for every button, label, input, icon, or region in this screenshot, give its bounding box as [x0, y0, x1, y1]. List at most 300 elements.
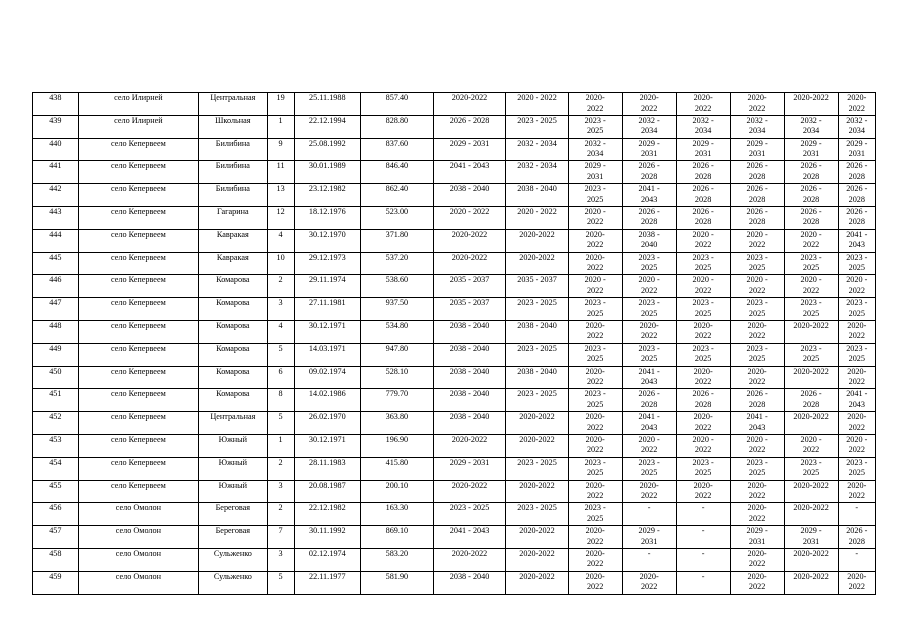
- component-1-cell: 2020 - 2022: [568, 275, 622, 298]
- street-cell: Комарова: [199, 389, 268, 412]
- year-built-cell: 30.12.1970: [294, 229, 360, 252]
- period-2-cell: 2023 - 2025: [506, 389, 568, 412]
- period-1-cell: 2038 - 2040: [433, 366, 506, 389]
- component-1-cell: 2020- 2022: [568, 366, 622, 389]
- house-cell: 2: [267, 457, 294, 480]
- row-number: 454: [33, 457, 79, 480]
- table-row: [33, 480, 876, 503]
- component-2-cell: 2023 - 2025: [622, 343, 676, 366]
- component-5-cell: 2020 - 2022: [784, 275, 838, 298]
- component-5-cell: 2023 - 2025: [784, 457, 838, 480]
- component-5-cell: 2026 - 2028: [784, 206, 838, 229]
- street-cell: Южный: [199, 457, 268, 480]
- house-cell: 12: [267, 206, 294, 229]
- table-row: [33, 366, 876, 389]
- component-2-cell: 2026 - 2028: [622, 389, 676, 412]
- component-2-cell: 2020- 2022: [622, 571, 676, 594]
- component-2-cell: 2026 - 2028: [622, 206, 676, 229]
- period-1-cell: 2020-2022: [433, 229, 506, 252]
- street-cell: Билибина: [199, 184, 268, 207]
- period-2-cell: 2023 - 2025: [506, 503, 568, 526]
- settlement-cell: село Кепервеем: [78, 161, 198, 184]
- period-2-cell: 2020-2022: [506, 548, 568, 571]
- component-2-cell: -: [622, 503, 676, 526]
- period-2-cell: 2023 - 2025: [506, 298, 568, 321]
- house-cell: 5: [267, 343, 294, 366]
- component-1-cell: 2020- 2022: [568, 480, 622, 503]
- house-cell: 13: [267, 184, 294, 207]
- period-2-cell: 2023 - 2025: [506, 115, 568, 138]
- period-2-cell: 2032 - 2034: [506, 161, 568, 184]
- area-cell: 523.00: [361, 206, 434, 229]
- house-cell: 3: [267, 548, 294, 571]
- component-5-cell: 2023 - 2025: [784, 343, 838, 366]
- component-6-cell: 2026 - 2028: [838, 206, 875, 229]
- component-5-cell: 2026 - 2028: [784, 389, 838, 412]
- street-cell: Кавракая: [199, 229, 268, 252]
- component-4-cell: 2020- 2022: [730, 571, 784, 594]
- component-6-cell: 2023 - 2025: [838, 252, 875, 275]
- component-1-cell: 2020- 2022: [568, 229, 622, 252]
- component-4-cell: 2020- 2022: [730, 480, 784, 503]
- year-built-cell: 02.12.1974: [294, 548, 360, 571]
- component-5-cell: 2029 - 2031: [784, 526, 838, 549]
- component-5-cell: 2023 - 2025: [784, 252, 838, 275]
- settlement-cell: село Кепервеем: [78, 206, 198, 229]
- period-1-cell: 2038 - 2040: [433, 343, 506, 366]
- year-built-cell: 30.12.1971: [294, 434, 360, 457]
- component-1-cell: 2023 - 2025: [568, 457, 622, 480]
- row-number: 439: [33, 115, 79, 138]
- component-4-cell: 2020- 2022: [730, 320, 784, 343]
- house-cell: 8: [267, 389, 294, 412]
- component-5-cell: 2023 - 2025: [784, 298, 838, 321]
- table-row: [33, 548, 876, 571]
- component-5-cell: 2032 - 2034: [784, 115, 838, 138]
- component-5-cell: 2020-2022: [784, 503, 838, 526]
- component-2-cell: 2029 - 2031: [622, 526, 676, 549]
- component-6-cell: 2023 - 2025: [838, 457, 875, 480]
- year-built-cell: 14.02.1986: [294, 389, 360, 412]
- period-1-cell: 2026 - 2028: [433, 115, 506, 138]
- component-1-cell: 2023 - 2025: [568, 184, 622, 207]
- area-cell: 862.40: [361, 184, 434, 207]
- house-cell: 5: [267, 571, 294, 594]
- component-2-cell: 2026 - 2028: [622, 161, 676, 184]
- component-3-cell: 2026 - 2028: [676, 389, 730, 412]
- component-5-cell: 2020 - 2022: [784, 434, 838, 457]
- table-row: [33, 298, 876, 321]
- component-3-cell: -: [676, 526, 730, 549]
- component-4-cell: 2020- 2022: [730, 93, 784, 116]
- area-cell: 937.50: [361, 298, 434, 321]
- component-2-cell: 2032 - 2034: [622, 115, 676, 138]
- component-2-cell: 2041 - 2043: [622, 184, 676, 207]
- period-1-cell: 2035 - 2037: [433, 275, 506, 298]
- component-6-cell: 2020- 2022: [838, 366, 875, 389]
- area-cell: 583.20: [361, 548, 434, 571]
- settlement-cell: село Кепервеем: [78, 480, 198, 503]
- period-2-cell: 2020-2022: [506, 252, 568, 275]
- component-6-cell: 2029 - 2031: [838, 138, 875, 161]
- table-row: [33, 93, 876, 116]
- table-row: [33, 343, 876, 366]
- row-number: 442: [33, 184, 79, 207]
- house-cell: 4: [267, 229, 294, 252]
- house-cell: 3: [267, 298, 294, 321]
- component-3-cell: 2020- 2022: [676, 480, 730, 503]
- year-built-cell: 25.11.1988: [294, 93, 360, 116]
- component-6-cell: 2020- 2022: [838, 320, 875, 343]
- row-number: 443: [33, 206, 79, 229]
- year-built-cell: 26.02.1970: [294, 412, 360, 435]
- row-number: 456: [33, 503, 79, 526]
- component-1-cell: 2023 - 2025: [568, 389, 622, 412]
- settlement-cell: село Кепервеем: [78, 252, 198, 275]
- row-number: 452: [33, 412, 79, 435]
- area-cell: 947.80: [361, 343, 434, 366]
- component-3-cell: -: [676, 548, 730, 571]
- component-4-cell: 2023 - 2025: [730, 252, 784, 275]
- component-2-cell: 2038 - 2040: [622, 229, 676, 252]
- period-1-cell: 2035 - 2037: [433, 298, 506, 321]
- component-1-cell: 2029 - 2031: [568, 161, 622, 184]
- component-4-cell: 2032 - 2034: [730, 115, 784, 138]
- street-cell: Гагарина: [199, 206, 268, 229]
- year-built-cell: 23.12.1982: [294, 184, 360, 207]
- component-6-cell: 2026 - 2028: [838, 526, 875, 549]
- component-5-cell: 2026 - 2028: [784, 184, 838, 207]
- year-built-cell: 27.11.1981: [294, 298, 360, 321]
- component-4-cell: 2026 - 2028: [730, 389, 784, 412]
- component-4-cell: 2029 - 2031: [730, 138, 784, 161]
- component-2-cell: -: [622, 548, 676, 571]
- settlement-cell: село Кепервеем: [78, 138, 198, 161]
- street-cell: Сульженко: [199, 571, 268, 594]
- row-number: 444: [33, 229, 79, 252]
- period-2-cell: 2020-2022: [506, 571, 568, 594]
- component-3-cell: 2020- 2022: [676, 93, 730, 116]
- component-3-cell: 2020- 2022: [676, 320, 730, 343]
- period-2-cell: 2020-2022: [506, 434, 568, 457]
- component-3-cell: 2020 - 2022: [676, 229, 730, 252]
- component-4-cell: 2023 - 2025: [730, 298, 784, 321]
- component-1-cell: 2020 - 2022: [568, 206, 622, 229]
- period-1-cell: 2029 - 2031: [433, 457, 506, 480]
- street-cell: Комарова: [199, 366, 268, 389]
- component-6-cell: 2020- 2022: [838, 93, 875, 116]
- settlement-cell: село Кепервеем: [78, 320, 198, 343]
- row-number: 450: [33, 366, 79, 389]
- component-6-cell: 2041 - 2043: [838, 389, 875, 412]
- area-cell: 371.80: [361, 229, 434, 252]
- component-3-cell: 2020 - 2022: [676, 275, 730, 298]
- component-6-cell: -: [838, 548, 875, 571]
- street-cell: Комарова: [199, 275, 268, 298]
- component-1-cell: 2020- 2022: [568, 412, 622, 435]
- area-cell: 528.10: [361, 366, 434, 389]
- table-body: [33, 93, 876, 595]
- year-built-cell: 09.02.1974: [294, 366, 360, 389]
- area-cell: 857.40: [361, 93, 434, 116]
- component-6-cell: 2020- 2022: [838, 571, 875, 594]
- table-row: [33, 434, 876, 457]
- component-1-cell: 2020- 2022: [568, 320, 622, 343]
- period-2-cell: 2023 - 2025: [506, 457, 568, 480]
- area-cell: 537.20: [361, 252, 434, 275]
- component-4-cell: 2023 - 2025: [730, 457, 784, 480]
- street-cell: Комарова: [199, 320, 268, 343]
- component-6-cell: 2020 - 2022: [838, 275, 875, 298]
- component-4-cell: 2041 - 2043: [730, 412, 784, 435]
- row-number: 448: [33, 320, 79, 343]
- component-3-cell: 2032 - 2034: [676, 115, 730, 138]
- component-3-cell: 2023 - 2025: [676, 252, 730, 275]
- area-cell: 581.90: [361, 571, 434, 594]
- house-cell: 2: [267, 503, 294, 526]
- component-5-cell: 2026 - 2028: [784, 161, 838, 184]
- year-built-cell: 22.12.1994: [294, 115, 360, 138]
- component-4-cell: 2029 - 2031: [730, 526, 784, 549]
- component-5-cell: 2020-2022: [784, 571, 838, 594]
- area-cell: 534.80: [361, 320, 434, 343]
- component-3-cell: 2020- 2022: [676, 366, 730, 389]
- component-3-cell: -: [676, 503, 730, 526]
- component-6-cell: 2041 - 2043: [838, 229, 875, 252]
- settlement-cell: село Омолон: [78, 548, 198, 571]
- area-cell: 538.60: [361, 275, 434, 298]
- period-2-cell: 2020-2022: [506, 412, 568, 435]
- table-row: [33, 184, 876, 207]
- settlement-cell: село Кепервеем: [78, 275, 198, 298]
- component-1-cell: 2020- 2022: [568, 526, 622, 549]
- period-2-cell: 2023 - 2025: [506, 343, 568, 366]
- table-row: [33, 503, 876, 526]
- component-4-cell: 2020 - 2022: [730, 229, 784, 252]
- period-1-cell: 2020 - 2022: [433, 206, 506, 229]
- period-2-cell: 2020-2022: [506, 480, 568, 503]
- period-1-cell: 2041 - 2043: [433, 526, 506, 549]
- component-2-cell: 2023 - 2025: [622, 457, 676, 480]
- component-1-cell: 2023 - 2025: [568, 503, 622, 526]
- row-number: 440: [33, 138, 79, 161]
- street-cell: Сульженко: [199, 548, 268, 571]
- area-cell: 837.60: [361, 138, 434, 161]
- house-cell: 3: [267, 480, 294, 503]
- component-4-cell: 2020 - 2022: [730, 275, 784, 298]
- area-cell: 846.40: [361, 161, 434, 184]
- period-2-cell: 2020 - 2022: [506, 206, 568, 229]
- table-row: [33, 457, 876, 480]
- component-1-cell: 2020- 2022: [568, 571, 622, 594]
- street-cell: Береговая: [199, 503, 268, 526]
- row-number: 451: [33, 389, 79, 412]
- component-4-cell: 2020 - 2022: [730, 434, 784, 457]
- row-number: 449: [33, 343, 79, 366]
- component-1-cell: 2020- 2022: [568, 252, 622, 275]
- table-row: [33, 115, 876, 138]
- table-row: [33, 138, 876, 161]
- street-cell: Билибина: [199, 161, 268, 184]
- street-cell: Центральная: [199, 93, 268, 116]
- component-2-cell: 2041 - 2043: [622, 412, 676, 435]
- row-number: 458: [33, 548, 79, 571]
- year-built-cell: 14.03.1971: [294, 343, 360, 366]
- settlement-cell: село Кепервеем: [78, 457, 198, 480]
- component-4-cell: 2026 - 2028: [730, 184, 784, 207]
- component-4-cell: 2026 - 2028: [730, 206, 784, 229]
- component-1-cell: 2023 - 2025: [568, 298, 622, 321]
- component-5-cell: 2029 - 2031: [784, 138, 838, 161]
- component-4-cell: 2020- 2022: [730, 548, 784, 571]
- component-2-cell: 2020 - 2022: [622, 434, 676, 457]
- street-cell: Комарова: [199, 298, 268, 321]
- period-2-cell: 2032 - 2034: [506, 138, 568, 161]
- component-6-cell: 2023 - 2025: [838, 343, 875, 366]
- component-6-cell: -: [838, 503, 875, 526]
- street-cell: Комарова: [199, 343, 268, 366]
- period-1-cell: 2020-2022: [433, 93, 506, 116]
- house-cell: 1: [267, 115, 294, 138]
- component-5-cell: 2020-2022: [784, 548, 838, 571]
- period-2-cell: 2038 - 2040: [506, 184, 568, 207]
- component-3-cell: 2026 - 2028: [676, 161, 730, 184]
- settlement-cell: село Кепервеем: [78, 184, 198, 207]
- year-built-cell: 29.11.1974: [294, 275, 360, 298]
- period-2-cell: 2020-2022: [506, 526, 568, 549]
- house-cell: 19: [267, 93, 294, 116]
- component-1-cell: 2023 - 2025: [568, 115, 622, 138]
- settlement-cell: село Кепервеем: [78, 412, 198, 435]
- year-built-cell: 22.12.1982: [294, 503, 360, 526]
- house-cell: 4: [267, 320, 294, 343]
- street-cell: Южный: [199, 480, 268, 503]
- period-1-cell: 2023 - 2025: [433, 503, 506, 526]
- component-4-cell: 2026 - 2028: [730, 161, 784, 184]
- component-2-cell: 2020- 2022: [622, 93, 676, 116]
- period-1-cell: 2020-2022: [433, 480, 506, 503]
- year-built-cell: 28.11.1983: [294, 457, 360, 480]
- row-number: 457: [33, 526, 79, 549]
- table-row: [33, 571, 876, 594]
- period-1-cell: 2038 - 2040: [433, 320, 506, 343]
- street-cell: Кавракая: [199, 252, 268, 275]
- component-1-cell: 2032 - 2034: [568, 138, 622, 161]
- component-5-cell: 2020 - 2022: [784, 229, 838, 252]
- table-row: [33, 275, 876, 298]
- component-4-cell: 2020- 2022: [730, 366, 784, 389]
- component-3-cell: 2020 - 2022: [676, 434, 730, 457]
- component-1-cell: 2020- 2022: [568, 434, 622, 457]
- component-5-cell: 2020-2022: [784, 320, 838, 343]
- period-1-cell: 2020-2022: [433, 434, 506, 457]
- period-2-cell: 2038 - 2040: [506, 366, 568, 389]
- period-1-cell: 2038 - 2040: [433, 184, 506, 207]
- component-2-cell: 2020- 2022: [622, 320, 676, 343]
- row-number: 455: [33, 480, 79, 503]
- period-2-cell: 2020-2022: [506, 229, 568, 252]
- row-number: 447: [33, 298, 79, 321]
- component-5-cell: 2020-2022: [784, 480, 838, 503]
- street-cell: Береговая: [199, 526, 268, 549]
- period-1-cell: 2029 - 2031: [433, 138, 506, 161]
- house-cell: 7: [267, 526, 294, 549]
- table-row: [33, 161, 876, 184]
- component-3-cell: 2026 - 2028: [676, 184, 730, 207]
- component-2-cell: 2023 - 2025: [622, 298, 676, 321]
- house-cell: 6: [267, 366, 294, 389]
- house-cell: 1: [267, 434, 294, 457]
- street-cell: Школьная: [199, 115, 268, 138]
- table-row: [33, 389, 876, 412]
- row-number: 438: [33, 93, 79, 116]
- area-cell: 200.10: [361, 480, 434, 503]
- street-cell: Центральная: [199, 412, 268, 435]
- component-4-cell: 2020- 2022: [730, 503, 784, 526]
- component-2-cell: 2020- 2022: [622, 480, 676, 503]
- row-number: 453: [33, 434, 79, 457]
- component-6-cell: 2020- 2022: [838, 480, 875, 503]
- component-6-cell: 2032 - 2034: [838, 115, 875, 138]
- area-cell: 363.80: [361, 412, 434, 435]
- period-1-cell: 2020-2022: [433, 548, 506, 571]
- year-built-cell: 30.12.1971: [294, 320, 360, 343]
- area-cell: 828.80: [361, 115, 434, 138]
- row-number: 441: [33, 161, 79, 184]
- settlement-cell: село Кепервеем: [78, 366, 198, 389]
- component-3-cell: 2023 - 2025: [676, 298, 730, 321]
- settlement-cell: село Кепервеем: [78, 298, 198, 321]
- component-3-cell: 2020- 2022: [676, 412, 730, 435]
- year-built-cell: 29.12.1973: [294, 252, 360, 275]
- row-number: 446: [33, 275, 79, 298]
- component-3-cell: 2026 - 2028: [676, 206, 730, 229]
- row-number: 459: [33, 571, 79, 594]
- house-cell: 10: [267, 252, 294, 275]
- housing-repair-table: [32, 92, 876, 595]
- settlement-cell: село Илирней: [78, 93, 198, 116]
- component-3-cell: 2023 - 2025: [676, 343, 730, 366]
- year-built-cell: 22.11.1977: [294, 571, 360, 594]
- component-2-cell: 2020 - 2022: [622, 275, 676, 298]
- component-5-cell: 2020-2022: [784, 93, 838, 116]
- period-2-cell: 2035 - 2037: [506, 275, 568, 298]
- period-1-cell: 2020-2022: [433, 252, 506, 275]
- house-cell: 2: [267, 275, 294, 298]
- settlement-cell: село Омолон: [78, 526, 198, 549]
- area-cell: 869.10: [361, 526, 434, 549]
- period-1-cell: 2038 - 2040: [433, 389, 506, 412]
- component-3-cell: -: [676, 571, 730, 594]
- component-3-cell: 2023 - 2025: [676, 457, 730, 480]
- table-row: [33, 412, 876, 435]
- component-5-cell: 2020-2022: [784, 366, 838, 389]
- table-row: [33, 206, 876, 229]
- street-cell: Южный: [199, 434, 268, 457]
- table-row: [33, 526, 876, 549]
- component-1-cell: 2020- 2022: [568, 93, 622, 116]
- component-6-cell: 2026 - 2028: [838, 161, 875, 184]
- period-1-cell: 2038 - 2040: [433, 412, 506, 435]
- settlement-cell: село Кепервеем: [78, 343, 198, 366]
- settlement-cell: село Илирней: [78, 115, 198, 138]
- area-cell: 415.80: [361, 457, 434, 480]
- year-built-cell: 30.11.1992: [294, 526, 360, 549]
- settlement-cell: село Кепервеем: [78, 434, 198, 457]
- settlement-cell: село Омолон: [78, 571, 198, 594]
- settlement-cell: село Кепервеем: [78, 389, 198, 412]
- component-6-cell: 2026 - 2028: [838, 184, 875, 207]
